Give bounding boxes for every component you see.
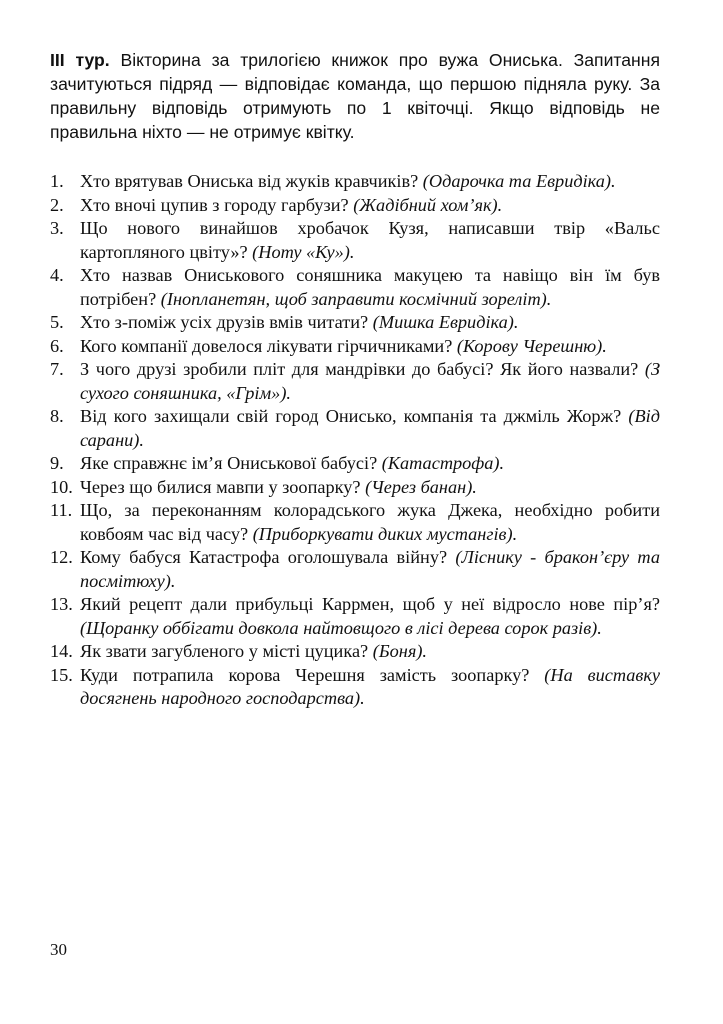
question-item	[50, 476, 660, 500]
question-answer: (З сухого соняшника, «Грім»).	[80, 359, 660, 403]
question-answer: (Катастрофа).	[381, 453, 505, 473]
question-text: Що, за переконанням колорадського жука Джека, необхідно робити ковбоям час від часу?	[80, 500, 660, 544]
question-answer: (Ноту «Ку»).	[252, 241, 355, 262]
question-text: Хто назвав Ониськового соняшника макуцею та навіщо він їм був потрібен?	[80, 265, 660, 309]
question-answer: (На виставку досягнень народного господарства).	[80, 664, 660, 708]
question-number: 1.	[50, 171, 64, 191]
question-text: Від кого захищали свій город Онисько, компанія та джміль Жорж?	[80, 406, 629, 426]
question-list	[50, 170, 660, 711]
question-text: Хто з-поміж усіх друзів вмів читати?	[80, 312, 373, 332]
question-answer: (Приборкувати диких мустангів).	[252, 523, 518, 544]
question-text: Що нового винайшов хробачок Кузя, написавши твір «Вальс картопляного цвіту»?	[80, 218, 660, 262]
question-item	[50, 170, 660, 194]
page-number: 30	[50, 940, 67, 959]
question-item	[50, 452, 660, 476]
question-answer: (Одарочка та Евридіка).	[422, 171, 616, 191]
question-number: 13.	[50, 594, 73, 614]
question-number: 9.	[50, 453, 64, 473]
question-item	[50, 194, 660, 218]
question-item	[50, 358, 660, 405]
question-number: 3.	[50, 218, 64, 238]
question-number: 2.	[50, 194, 64, 215]
question-number: 6.	[50, 335, 64, 356]
question-number: 11.	[50, 500, 73, 520]
question-number: 7.	[50, 359, 64, 379]
question-text: Хто вночі цупив з городу гарбузи?	[80, 194, 354, 215]
question-text: З чого друзі зробили пліт для мандрівки до бабусі? Як його назвали?	[80, 359, 645, 379]
question-item	[50, 664, 660, 711]
question-answer: (Від сарани).	[80, 406, 660, 450]
question-number: 4.	[50, 265, 64, 285]
question-text: Через що билися мавпи у зоопарку?	[80, 476, 366, 497]
question-item	[50, 546, 660, 593]
question-item	[50, 405, 660, 452]
question-answer: (Мишка Евридіка).	[372, 312, 519, 332]
question-text: Куди потрапила корова Черешня замість зоопарку?	[80, 664, 545, 685]
question-item	[50, 640, 660, 664]
question-text: Кого компанії довелося лікувати гірчичниками?	[80, 335, 457, 356]
question-text: Кому бабуся Катастрофа оголошувала війну?	[80, 547, 456, 567]
question-number: 5.	[50, 312, 64, 332]
question-text: Який рецепт дали прибульці Каррмен, щоб у неї відросло нове пір’я?	[80, 594, 660, 614]
question-answer: (Корову Черешню).	[456, 335, 607, 356]
question-item	[50, 335, 660, 359]
question-item	[50, 217, 660, 264]
question-number: 10.	[50, 476, 73, 497]
question-text: Як звати загубленого у місті цуцика?	[80, 641, 373, 661]
page-content	[50, 48, 660, 711]
question-answer: (Щоранку оббігати довкола найтовщого в лісі дерева сорок разів).	[80, 617, 602, 638]
question-number: 14.	[50, 641, 73, 661]
question-item	[50, 311, 660, 335]
question-item	[50, 499, 660, 546]
question-answer: (Ліснику - бракон’єру та посмітюху).	[80, 547, 661, 591]
intro-text: Вікторина за трилогією книжок про вужа Ониська. Запитання зачитуються підряд — відповідає команда, що першою підняла руку. За правильну відповідь отримують по 1 квіточці. Якщо відповідь не правильна ніхто — не отримує квітку.	[50, 50, 660, 142]
question-number: 15.	[50, 664, 73, 685]
question-answer: (Інопланетян, щоб заправити космічний зореліт).	[160, 288, 552, 309]
question-item	[50, 593, 660, 640]
question-number: 12.	[50, 547, 73, 567]
question-answer: (Через банан).	[365, 476, 477, 497]
question-item	[50, 264, 660, 311]
question-text: Яке справжнє ім’я Ониськової бабусі?	[80, 453, 382, 473]
question-answer: (Жадібний хом’як).	[353, 194, 503, 215]
round-title: III тур.	[50, 50, 110, 70]
question-answer: (Боня).	[372, 641, 427, 661]
question-number: 8.	[50, 406, 64, 426]
question-text: Хто врятував Ониська від жуків кравчиків?	[80, 171, 423, 191]
intro-paragraph	[50, 48, 660, 144]
